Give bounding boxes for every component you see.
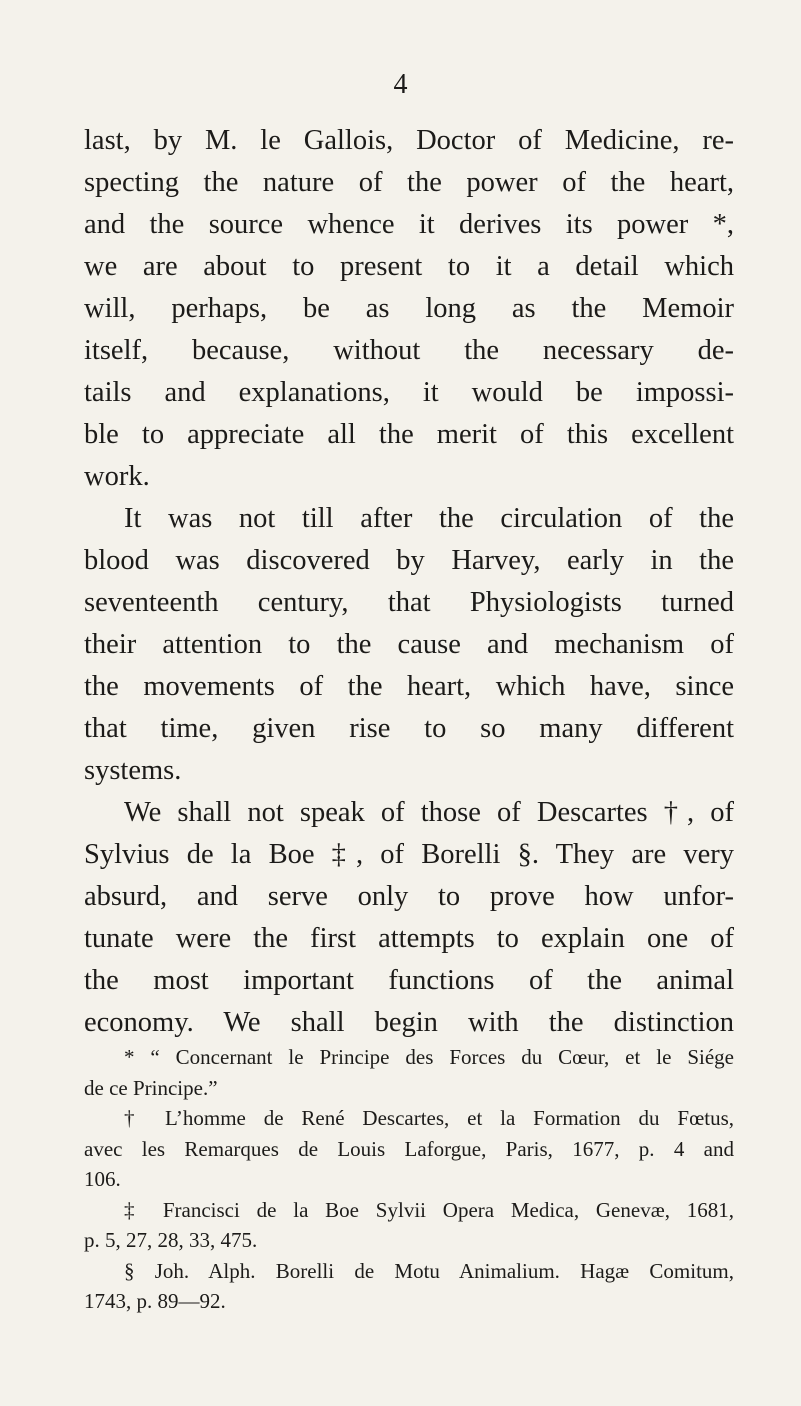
footnote-line: § Joh. Alph. Borelli de Motu Animalium. Hagæ Comitum, <box>124 1258 734 1283</box>
footnote-line: de ce Principe.” <box>84 1075 218 1100</box>
body-line: the most important functions of the animal <box>84 965 734 996</box>
footnote-line: p. 5, 27, 28, 33, 475. <box>84 1228 258 1252</box>
page-number: 4 <box>393 69 408 100</box>
body-line: absurd, and serve only to prove how unfor- <box>84 881 734 912</box>
body-line: we are about to present to it a detail which <box>84 251 734 282</box>
body-line: It was not till after the circulation of the <box>124 503 734 534</box>
body-line: itself, because, without the necessary de- <box>84 335 734 366</box>
footnote-line: † L’homme de René Descartes, et la Formation du Fœtus, <box>124 1106 734 1130</box>
body-line: tunate were the first attempts to explain one of <box>84 923 734 954</box>
body-line: Sylvius de la Boe ‡, of Borelli §. They are very <box>84 839 734 870</box>
body-line: seventeenth century, that Physiologists turned <box>84 587 734 618</box>
footnote-line: avec les Remarques de Louis Laforgue, Paris, 1677, p. 4 and <box>84 1136 734 1161</box>
body-line: will, perhaps, be as long as the Memoir <box>84 293 734 324</box>
body-line: tails and explanations, it would be impossi- <box>84 377 734 408</box>
body-line: specting the nature of the power of the heart, <box>84 167 734 198</box>
footnote-line: * “ Concernant le Principe des Forces du Cœur, et le Siége <box>124 1045 734 1069</box>
body-line: that time, given rise to so many different <box>84 713 734 744</box>
body-line: the movements of the heart, which have, since <box>84 671 734 702</box>
body-line: and the source whence it derives its power *, <box>84 209 734 240</box>
body-line: blood was discovered by Harvey, early in the <box>84 545 734 576</box>
body-text <box>84 120 734 1044</box>
body-line: their attention to the cause and mechanism of <box>84 629 734 660</box>
body-line: work. <box>84 461 150 492</box>
footnote-line: ‡ Francisci de la Boe Sylvii Opera Medica, Genevæ, 1681, <box>124 1197 734 1222</box>
footnote-line: 1743, p. 89—92. <box>84 1289 226 1313</box>
body-line: ble to appreciate all the merit of this excellent <box>84 419 734 450</box>
footnote-line: 106. <box>84 1167 121 1191</box>
body-line: economy. We shall begin with the distinction <box>84 1007 734 1038</box>
body-line: last, by M. le Gallois, Doctor of Medicine, re- <box>84 125 734 156</box>
footnotes <box>84 1042 734 1317</box>
body-line: systems. <box>84 755 182 786</box>
body-line: We shall not speak of those of Descartes †, of <box>124 797 734 828</box>
